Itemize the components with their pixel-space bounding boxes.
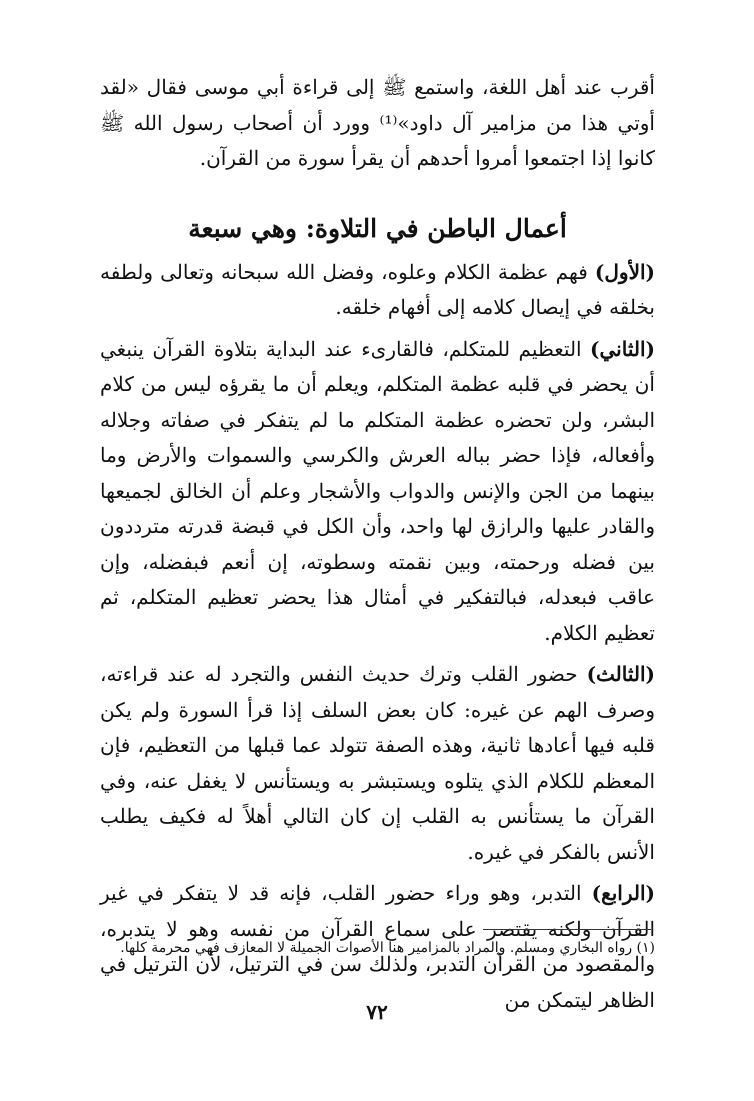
footnote-divider [483,929,651,930]
section-first [100,255,655,326]
section-label: (الأول) [594,259,655,284]
intro-paragraph: أقرب عند أهل اللغة، واستمع ﷺ إلى قراءة أبي موسى فقال «لقد أوتي هذا من مزامير آل داود»⁽¹⁾ وورد أن أصحاب رسول الله ﷺ كانوا إذا اجتمعوا أمروا أحدهم أن يقرأ سورة من القرآن. [100,75,655,170]
section-label: (الرابع) [591,881,655,905]
section-text: التعظيم للمتكلم، فالقارىء عند البداية بتلاوة القرآن ينبغي أن يحضر في قلبه عظمة المتكلم، ويعلم أن ما يقرؤه ليس من كلام البشر، ولن تحضره عظمة المتكلم ما لم يتفكر في صفاته وجلاله وأفعاله، فإذا حضر بباله العرش والكرسي والسموات والأرض وما بينهما من الجن والإنس والدواب والأشجار وعلم أن الخالق لجميعها والقادر عليها والرازق لها واحد، وأن الكل في قبضة قدرته مترددون بين فضله ورحمته، وبين نقمته وسطوته، إن أنعم فبفضله، وإن عاقب فبعدله، فبالتفكير في أمثال هذا يحضر تعظيم المتكلم، ثم تعظيم الكلام. [100,336,655,645]
section-text: حضور القلب وترك حديث النفس والتجرد له عند قراءته، وصرف الهم عن غيره: كان بعض السلف إذا قرأ السورة ولم يكن قلبه فيها أعادها ثانية، وهذه الصفة تتولد عما قبلها من التعظيم، فإن المعظم للكلام الذي يتلوه ويستبشر به ويستأنس لا يغفل عنه، وفي القرآن ما يستأنس به القلب إن كان التالي أهلاً له فكيف يطلب الأنس بالفكر في غيره. [100,662,655,864]
section-text: فهم عظمة الكلام وعلوه، وفضل الله سبحانه وتعالى ولطفه بخلقه في إيصال كلامه إلى أفهام خلقه. [100,259,655,319]
footnote: (١) رواه البخاري ومسلم. والمراد بالمزامير هنا الأصوات الجميلة لا المعازف فهي محرمة كلها. [120,940,655,956]
page-number: ٧٢ [366,1000,388,1024]
section-label: (الثالث) [586,662,655,686]
section-third [100,657,655,870]
section-label: (الثاني) [590,336,655,361]
section-second [100,332,655,652]
section-text: التدبر، وهو وراء حضور القلب، فإنه قد لا يتفكر في غير القرآن ولكنه يقتصر على سماع القرآن من نفسه وهو لا يتدبره، والمقصود من القرآن التدبر، ولذلك سن في الترتيل، لأن الترتيل في الظاهر ليتمكن من [100,881,655,1012]
section-heading: أعمال الباطن في التلاوة: وهي سبعة [188,213,567,243]
main-text [100,70,655,1018]
